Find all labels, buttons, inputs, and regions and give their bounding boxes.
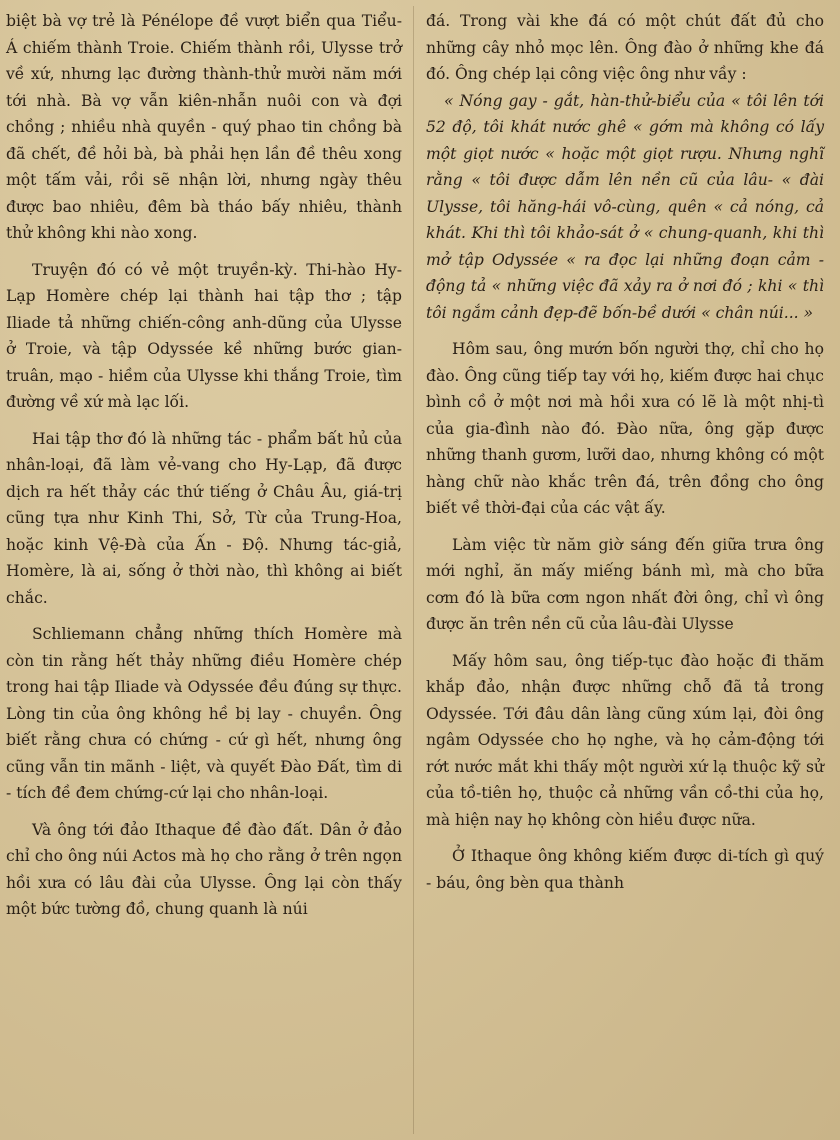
right-column bbox=[426, 8, 824, 896]
paragraph: Ở Ithaque ông không kiếm được di-tích gì quý - báu, ông bèn qua thành bbox=[426, 847, 824, 892]
paragraph: Schliemann chẳng những thích Homère mà còn tin rằng hết thảy những điều Homère chép trong hai tập Iliade và Odyssée đều đúng sự thực. Lòng tin của ông không hề bị lay - chuyền. Ông biết rằng chưa có chứng - cứ gì hết, nhưng ông cũng vẫn tin mãnh - liệt, và quyết Đào Đất, tìm di - tích đề đem chứng-cứ lại cho nhân-loại. bbox=[6, 625, 402, 802]
paragraph: Mấy hôm sau, ông tiếp-tục đào hoặc đi thăm khắp đảo, nhận được những chỗ đã tả trong Odyssée. Tới đâu dân làng cũng xúm lại, đòi ông ngâm Odyssée cho họ nghe, và họ cảm-động tới rớt nước mắt khi thấy một người xứ lạ thuộc kỹ sử của tồ-tiên họ, thuộc cả những vần cồ-thi của họ, mà hiện nay họ không còn hiều được nữa. bbox=[426, 651, 824, 829]
paragraph: Và ông tới đảo Ithaque đề đào đất. Dân ở đảo chỉ cho ông núi Actos mà họ cho rằng ở trên ngọn hồi xưa có lâu đài của Ulysse. Ông lại còn thấy một bức tường đồ, chung quanh là núi bbox=[6, 820, 402, 918]
left-column bbox=[6, 8, 402, 923]
column-gutter bbox=[413, 6, 414, 1134]
paragraph: Làm việc từ năm giờ sáng đến giữa trưa ông mới nghỉ, ăn mấy miếng bánh mì, mà cho bữa cơm đó là bữa cơm ngon nhất đời ông, chỉ vì ông được ăn trên nền cũ của lâu-đài Ulysse bbox=[426, 535, 824, 633]
paragraph: biệt bà vợ trẻ là Pénélope đề vượt biển qua Tiểu-Á chiếm thành Troie. Chiếm thành rồi, Ulysse trở về xứ, nhưng lạc đường thành-thử mười năm mới tới nhà. Bà vợ vẫn kiên-nhẫn nuôi con và đợi chồng ; nhiều nhà quyền - quý phao tin chồng bà đã chết, đề hỏi bà, bà phải hẹn lần đề thêu xong một tấm vải, rồi sẽ nhận lời, nhưng ngày thêu được bao nhiêu, đêm bà tháo bấy nhiêu, thành thử không khi nào xong. bbox=[6, 12, 402, 242]
paragraph: Hôm sau, ông mướn bốn người thợ, chỉ cho họ đào. Ông cũng tiếp tay với họ, kiếm được hai chục bình cồ ở một nơi mà hồi xưa có lẽ là một nhị-tì của gia-đình nào đó. Đào nữa, ông gặp được những thanh gươm, lưỡi dao, nhưng không có một hàng chữ nào khắc trên đá, trên đồng cho ông biết về thời-đại của các vật ấy. bbox=[426, 340, 824, 517]
paragraph: đá. Trong vài khe đá có một chút đất đủ cho những cây nhỏ mọc lên. Ông đào ở những khe đá đó. Ông chép lại công việc ông như vầy : bbox=[426, 12, 824, 83]
paragraph: « Nóng gay - gắt, hàn-thử-biểu của « tôi lên tới 52 độ, tôi khát nước ghê « gớm mà không có lấy một giọt nước « hoặc một giọt rượu. Nhưng nghĩ rằng « tôi được dẫm lên nền cũ của lâu- « đài Ulysse, tôi hăng-hái vô-cùng, quên « cả nóng, cả khát. Khi thì tôi khảo-sát ở « chung-quanh, khi thì mở tập Odyssée « ra đọc lại những đoạn cảm - động tả « những việc đã xảy ra ở nơi đó ; khi « thì tôi ngắm cảnh đẹp-đẽ bốn-bề dưới « chân núi... » bbox=[426, 91, 824, 322]
paragraph: Truyện đó có vẻ một truyền-kỳ. Thi-hào Hy-Lạp Homère chép lại thành hai tập thơ ; tập Iliade tả những chiến-công anh-dũng của Ulysse ở Troie, và tập Odyssée kề những bước gian-truân, mạo - hiềm của Ulysse khi thắng Troie, tìm đường về xứ mà lạc lối. bbox=[6, 260, 402, 411]
paragraph: Hai tập thơ đó là những tác - phẩm bất hủ của nhân-loại, đã làm vẻ-vang cho Hy-Lạp, đã được dịch ra hết thảy các thứ tiếng ở Châu Âu, giá-trị cũng tựa như Kinh Thi, Sở, Từ của Trung-Hoa, hoặc kinh Vệ-Đà của Ấn - Độ. Nhưng tác-giả, Homère, là ai, sống ở thời nào, thì không ai biết chắc. bbox=[6, 429, 402, 607]
